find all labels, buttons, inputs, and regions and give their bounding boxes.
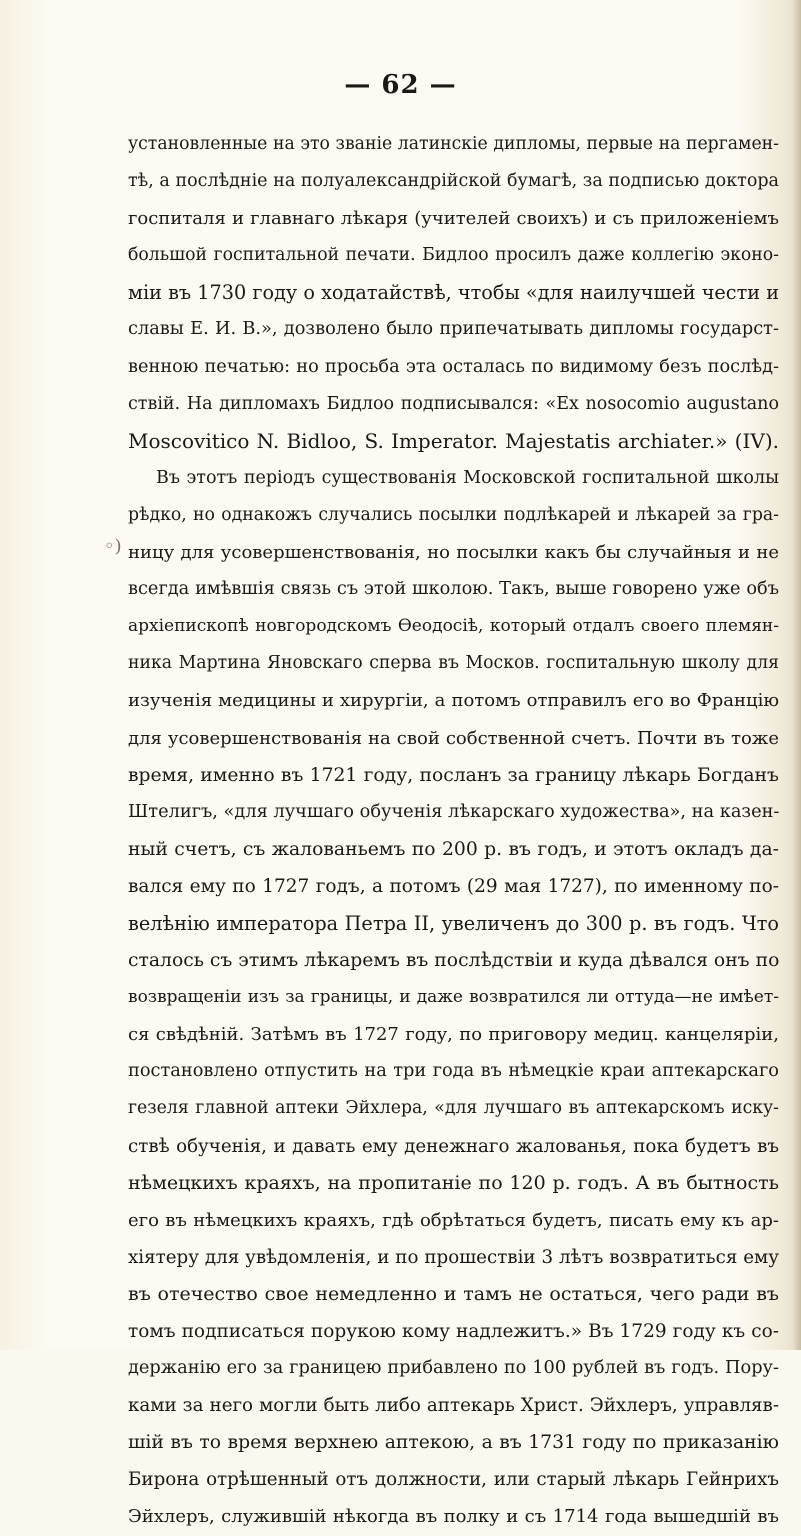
text-line: міи въ 1730 году о ходатайствѣ, чтобы «для наилучшей чести и [128, 281, 779, 305]
text-line: установленные на это званіе латинскіе дипломы, первые на пергамен- [128, 134, 779, 154]
text-line: въ отечество свое немедленно и тамъ не остаться, чего ради въ [128, 1282, 779, 1305]
margin-mark: ◦) [104, 536, 122, 557]
text-line: изученія медицины и хирургіи, а потомъ отправилъ его во Францію [128, 690, 779, 712]
text-line: шій въ то время верхнею аптекою, а въ 1731 году по приказанію [128, 1432, 779, 1454]
text-line: архіепископѣ новгородскомъ Ѳеодосіѣ, который отдалъ своего племян- [128, 616, 779, 637]
text-line: ся свѣдѣній. Затѣмъ въ 1727 году, по приговору медиц. канцеляріи, [128, 1024, 779, 1046]
text-line: держанію его за границею прибавлено по 100 рублей въ годъ. Пору- [128, 1358, 779, 1379]
text-line: возвращеніи изъ за границы, и даже возвратился ли оттуда—не имѣет- [128, 987, 779, 1008]
page-number: — 62 — [344, 70, 457, 100]
text-line: сталось съ этимъ лѣкаремъ въ послѣдствіи и куда дѣвался онъ по [128, 950, 779, 972]
text-line: ками за него могли быть либо аптекарь Христ. Эйхлеръ, управляв- [128, 1395, 779, 1417]
text-line: хіятеру для увѣдомленія, и по прошествіи 3 лѣтъ возвратиться ему [128, 1246, 779, 1268]
text-line: Moscovitico N. Bidloo, S. Imperator. Majestatis archiater.» (IV). [128, 428, 779, 453]
text-line: велѣнію императора Петра II, увеличенъ до 300 р. въ годъ. Что [128, 911, 779, 935]
text-line: нѣмецкихъ краяхъ, на пропитаніе по 120 р. годъ. А въ бытность [128, 1171, 779, 1194]
text-line: рѣдко, но однакожъ случались посылки подлѣкарей и лѣкарей за гра- [128, 504, 779, 525]
body-text [128, 126, 779, 1536]
text-line: для усовершенствованія на свой собственной счетъ. Почти въ тоже [128, 727, 779, 749]
text-line: славы Е. И. В.», дозволено было припечатывать дипломы государст- [128, 319, 779, 340]
text-line: большой госпитальной печати. Бидлоо просилъ даже коллегію эконо- [128, 245, 779, 266]
text-line: ницу для усовершенствованія, но посылки какъ бы случайныя и не [128, 542, 779, 564]
text-line: вался ему по 1727 годъ, а потомъ (29 мая 1727), по именному по- [128, 875, 779, 897]
text-line: Бирона отрѣшенный отъ должности, или старый лѣкарь Гейнрихъ [128, 1469, 779, 1491]
text-line: его въ нѣмецкихъ краяхъ, гдѣ обрѣтаться будетъ, писать ему къ ар- [128, 1209, 779, 1231]
paragraph-first-line: Въ этотъ періодъ существованія Московской госпитальной школы [156, 467, 779, 488]
text-line: ствѣ обученія, и давать ему денежнаго жалованья, пока будетъ въ [128, 1135, 779, 1157]
text-line: Эйхлеръ, служившій нѣкогда въ полку и съ 1714 года вышедшій въ [128, 1506, 779, 1528]
text-line: гезеля главной аптеки Эйхлера, «для лучшаго въ аптекарскомъ иску- [128, 1098, 779, 1119]
text-line: всегда имѣвшія связь съ этой школою. Такъ, выше говорено уже объ [128, 579, 779, 600]
page-edge-shadow [793, 0, 801, 1350]
text-line: Штелигъ, «для лучшаго обученія лѣкарскаго художества», на казен- [128, 801, 779, 822]
text-line: время, именно въ 1721 году, посланъ за границу лѣкарь Богданъ [128, 764, 779, 786]
text-line: госпиталя и главнаго лѣкаря (учителей своихъ) и съ приложеніемъ [128, 208, 779, 230]
text-line: томъ подписаться порукою кому надлежитъ.» Въ 1729 году къ со- [128, 1321, 779, 1342]
text-line: венною печатью: но просьба эта осталась по видимому безъ послѣд- [128, 356, 779, 377]
text-line: ный счетъ, съ жалованьемъ по 200 р. въ годъ, и этотъ окладъ да- [128, 838, 779, 860]
text-line: ника Мартина Яновскаго сперва въ Москов. госпитальную школу для [128, 653, 779, 674]
text-line: постановлено отпустить на три года въ нѣмецкіе краи аптекарскаго [128, 1061, 779, 1082]
text-line: тѣ, а послѣдніе на полуалександрійской бумагѣ, за подписью доктора [128, 171, 779, 192]
text-line: ствій. На дипломахъ Бидлоо подписывался: «Ex nosocomio augustano [128, 393, 779, 414]
